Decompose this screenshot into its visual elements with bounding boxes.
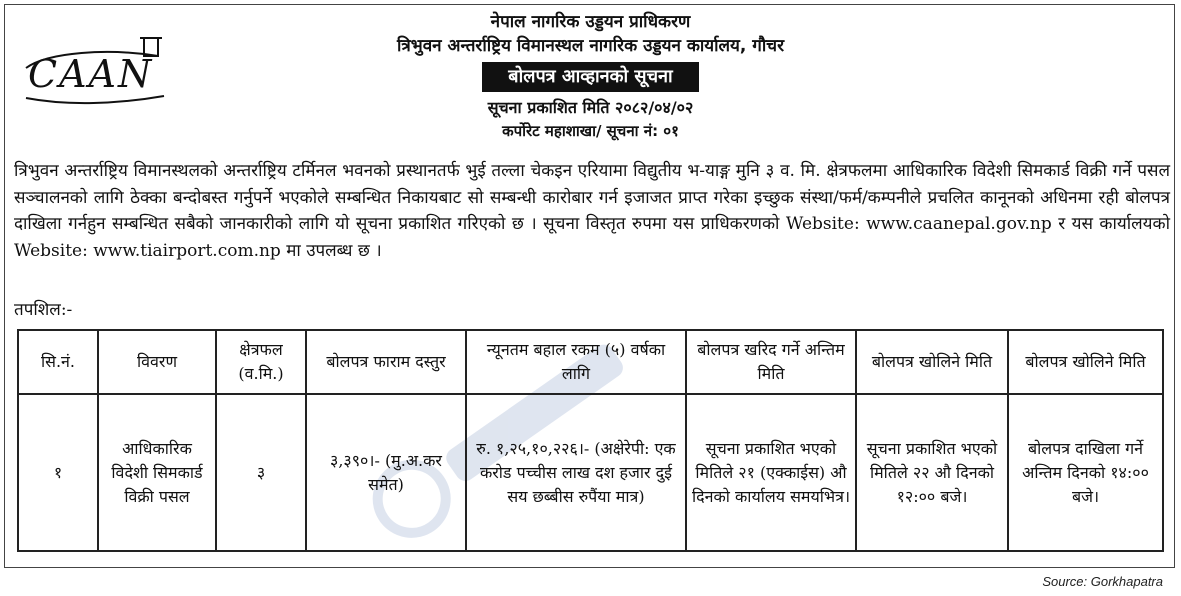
col-header-purchase-deadline: बोलपत्र खरिद गर्ने अन्तिम मिति [686, 330, 856, 394]
cell-description: आधिकारिक विदेशी सिमकार्ड विक्री पसल [98, 394, 216, 551]
organization-name: नेपाल नागरिक उड्डयन प्राधिकरण [490, 12, 691, 32]
table-header-row [18, 330, 1163, 394]
notice-body: त्रिभुवन अन्तर्राष्ट्रिय विमानस्थलको अन्तर्राष्ट्रिय टर्मिनल भवनको प्रस्थानतर्फ भुई तल्ला चेकइन एरियामा विद्युतीय भ-याङ्ग मुनि ३ व. मि. क्षेत्रफलमा आधिकारिक विदेशी सिमकार्ड विक्री गर्ने पसल सञ्चालनको लागि ठेक्का बन्दोबस्त गर्नुपर्ने भएकोले सम्बन्धित निकायबाट सो सम्बन्धी कारोबार गर्न इजाजत प्राप्त गरेका इच्छुक संस्था/फर्म/कम्पनीले प्रचलित कानूनको अधिनमा रही बोलपत्र दाखिला गर्नहुन सम्बन्धित सबैको जानकारीको लागि यो सूचना प्रकाशित गरिएको छ । सूचना विस्तृत रुपमा यस प्राधिकरणको Website: www.caanepal.gov.np र यस कार्यालयको Website: www.tiairport.com.np मा उपलब्ध छ । [14, 161, 1170, 261]
col-header-opening-date-1: बोलपत्र खोलिने मिति [856, 330, 1008, 394]
col-header-area: क्षेत्रफल (व.मि.) [216, 330, 306, 394]
publish-date: सूचना प्रकाशित मिति २०८२/०४/०२ [487, 98, 694, 117]
notice-header [0, 10, 1181, 142]
cell-min-rent: रु. १,२५,१०,२२६।- (अक्षेरेपी: एक करोड पच्चीस लाख दश हजार दुई सय छब्बीस रुपैंया मात्र) [466, 394, 686, 551]
office-name: त्रिभुवन अन्तर्राष्ट्रिय विमानस्थल नागरिक उड्डयन कार्यालय, गौचर [396, 36, 785, 56]
col-header-sn: सि.नं. [18, 330, 98, 394]
details-label: तपशिल:- [14, 300, 73, 320]
col-header-description: विवरण [98, 330, 216, 394]
cell-form-fee: ३,३९०।- (मु.अ.कर समेत) [306, 394, 466, 551]
source-credit: Source: Gorkhapatra [1042, 574, 1163, 589]
cell-area: ३ [216, 394, 306, 551]
notice-reference: कर्पोरेट महाशाखा/ सूचना नं: ०१ [502, 122, 679, 140]
logo-text: CAAN [28, 52, 154, 96]
col-header-form-fee: बोलपत्र फाराम दस्तुर [306, 330, 466, 394]
cell-sn: १ [18, 394, 98, 551]
notice-title: बोलपत्र आव्हानको सूचना [482, 62, 698, 92]
table-row [18, 394, 1163, 551]
tender-table [17, 329, 1164, 552]
cell-opening-date-1: सूचना प्रकाशित भएको मितिले २२ औ दिनको १२:०० बजे। [856, 394, 1008, 551]
cell-opening-date-2: बोलपत्र दाखिला गर्ने अन्तिम दिनको १४:०० बजे। [1008, 394, 1163, 551]
col-header-min-rent: न्यूनतम बहाल रकम (५) वर्षका लागि [466, 330, 686, 394]
cell-purchase-deadline: सूचना प्रकाशित भएको मितिले २१ (एक्काईस) औ दिनको कार्यालय समयभित्र। [686, 394, 856, 551]
col-header-opening-date-2: बोलपत्र खोलिने मिति [1008, 330, 1163, 394]
